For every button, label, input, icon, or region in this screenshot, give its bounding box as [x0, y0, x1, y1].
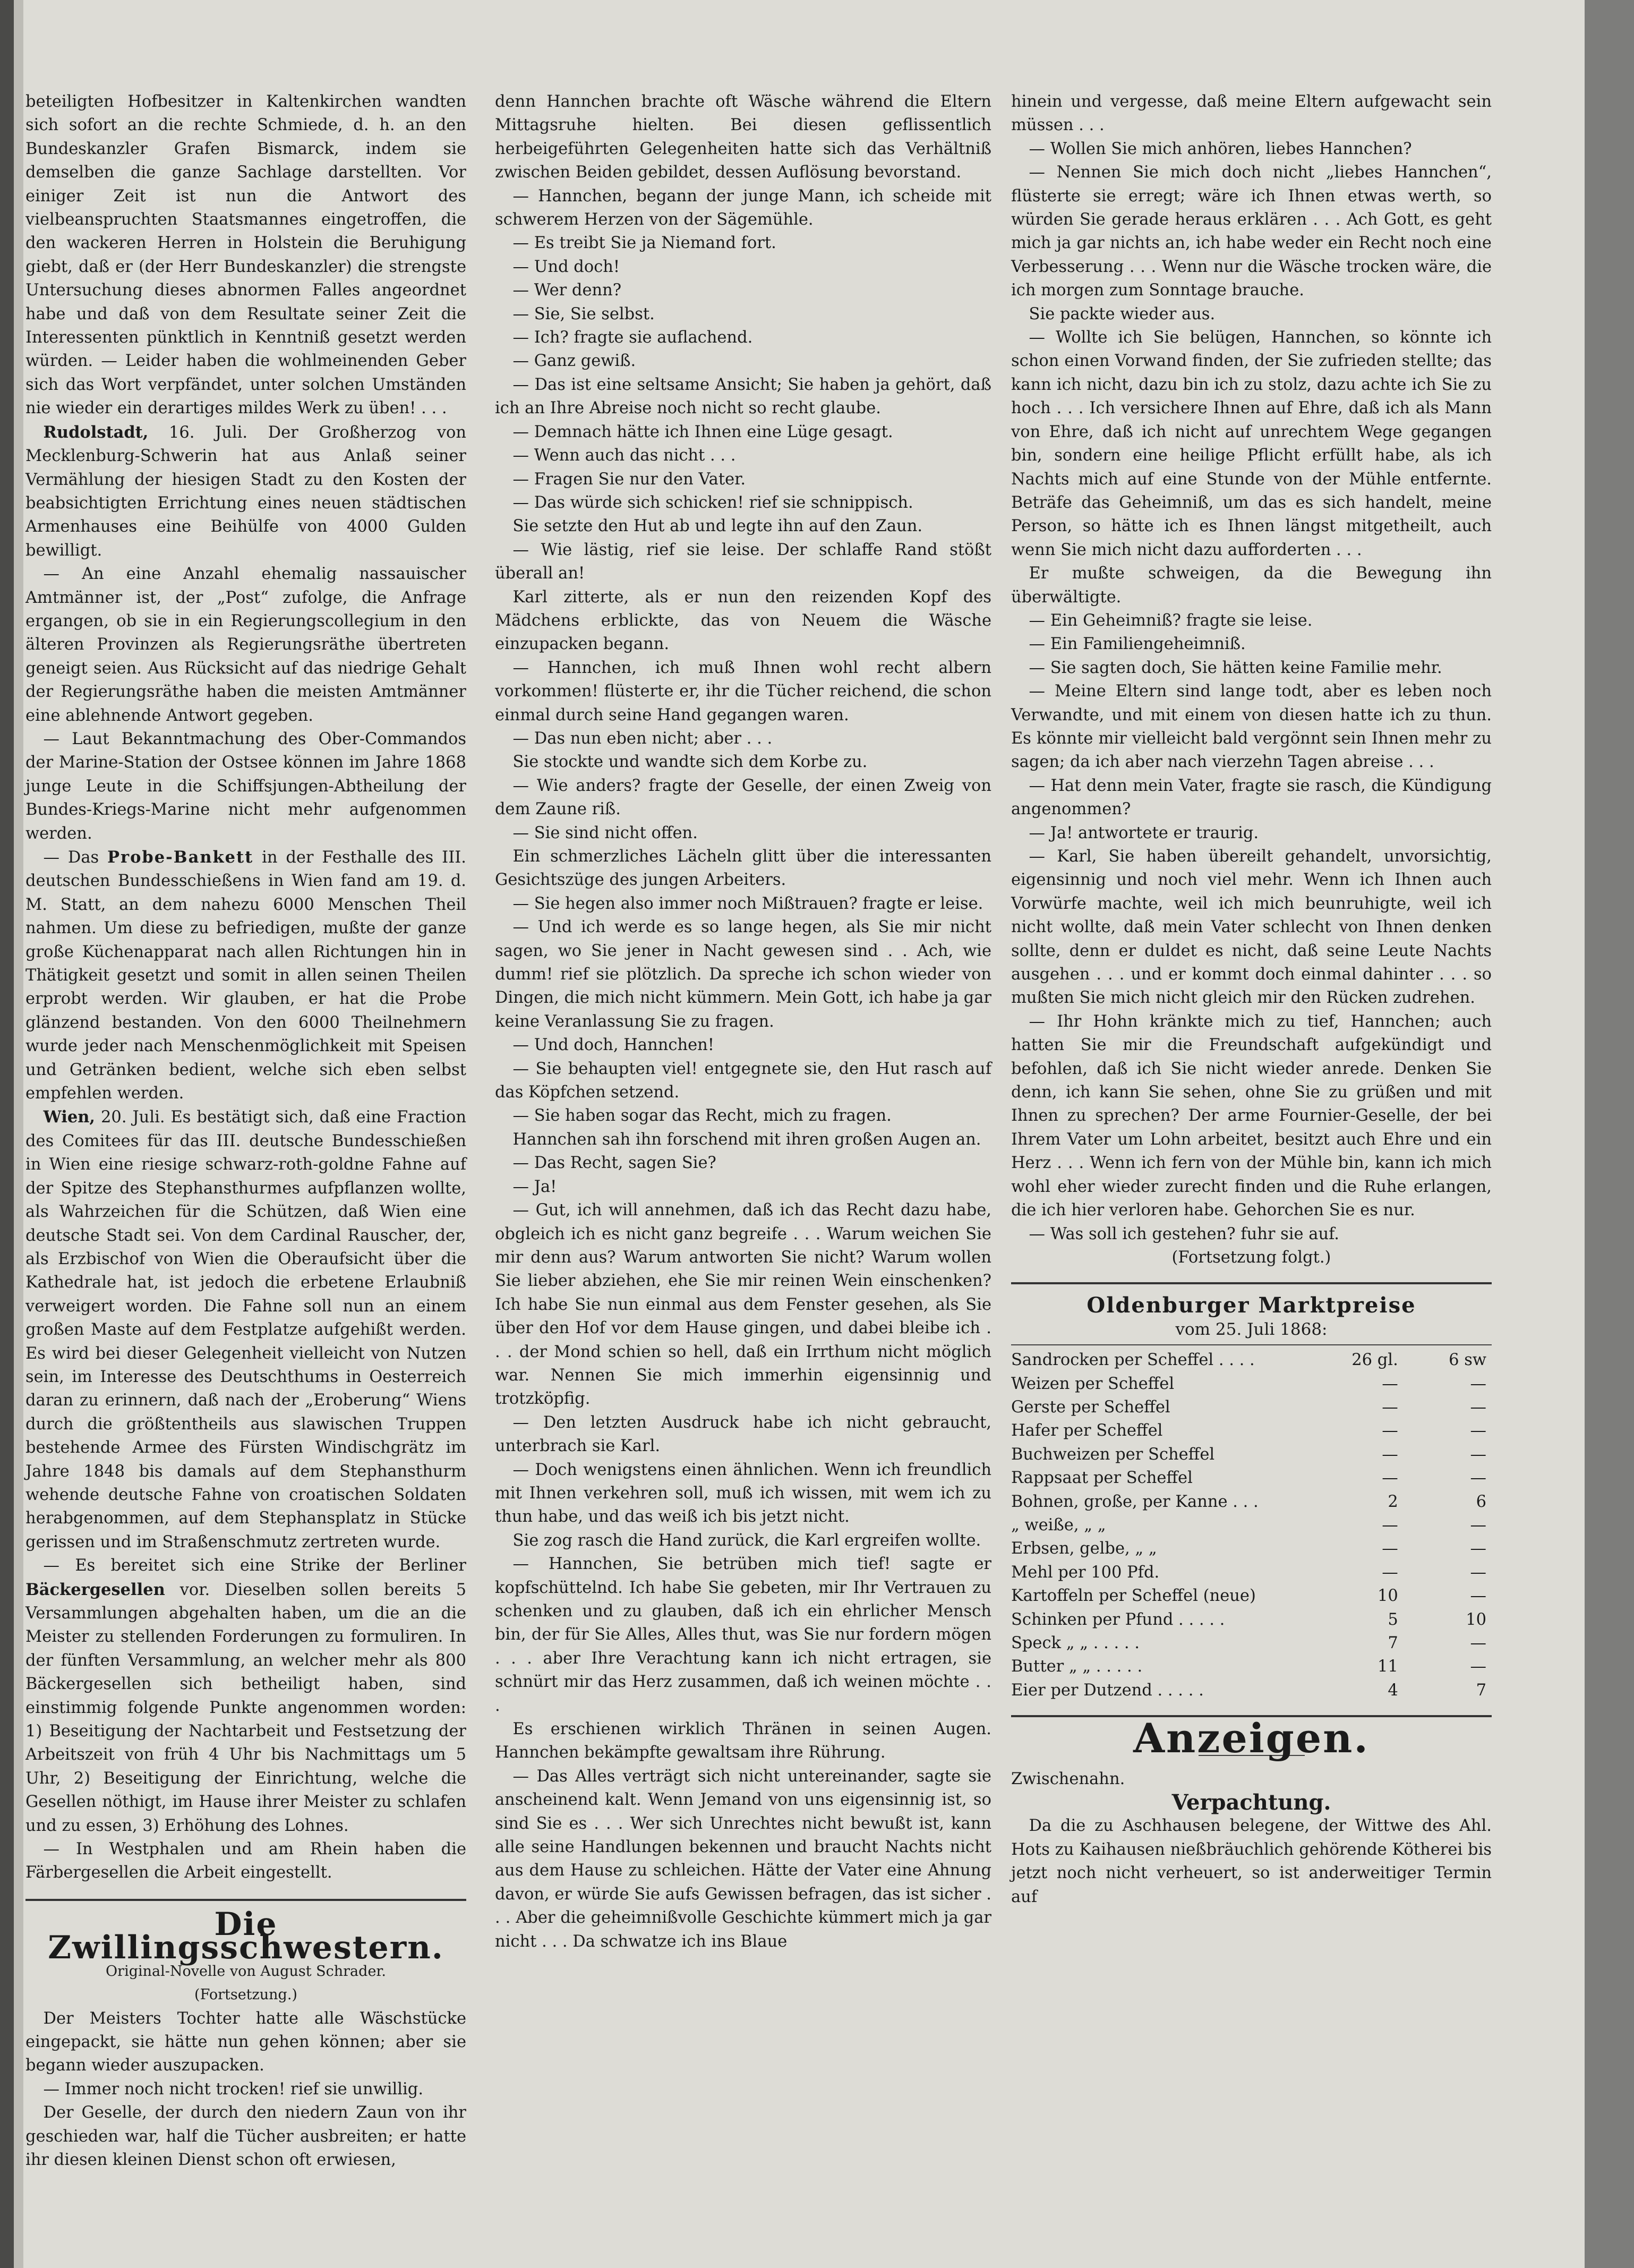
market-row: [1011, 1608, 1492, 1632]
story-paragraph: — Fragen Sie nur den Vater.: [512, 470, 746, 489]
story-paragraph: — Sie sind nicht offen.: [512, 823, 698, 842]
story-paragraph: Ein schmerzliches Lächeln glitt über die interessanten Gesichtszüge des jungen Arbeiters.: [495, 847, 991, 890]
market-item: Speck „ „ . . . . .: [1011, 1634, 1140, 1652]
market-price-minor: 6 sw: [1449, 1351, 1486, 1370]
column-3: [1011, 90, 1492, 1909]
market-item: „ weiße, „ „: [1011, 1515, 1106, 1534]
market-item: Erbsen, gelbe, „ „: [1011, 1539, 1157, 1558]
continuation-note: (Fortsetzung folgt.): [1171, 1248, 1331, 1267]
headword-baeckergesellen: Bäckergesellen: [25, 1580, 165, 1599]
market-item: Weizen per Scheffel: [1011, 1374, 1175, 1393]
ad-text: Da die zu Aschhausen belegene, der Wittwe des Ahl. Hots zu Kaihausen nießbräuchlich gehörende Kötherei bis jetzt noch nicht verheuert, so ist anderweitiger Termin auf: [1011, 1817, 1492, 1906]
story-paragraph: — Hat denn mein Vater, fragte sie rasch, die Kündigung angenommen?: [1011, 776, 1492, 819]
market-row: [1011, 1655, 1492, 1678]
story-paragraph: — Das ist eine seltsame Ansicht; Sie haben ja gehört, daß ich an Ihre Abreise noch nicht so recht glaube.: [495, 375, 991, 418]
market-item: Mehl per 100 Pfd.: [1011, 1563, 1160, 1582]
story-paragraph: — Ein Familiengeheimniß.: [1029, 635, 1246, 654]
market-row: [1011, 1419, 1492, 1443]
newspaper-page: [23, 0, 1585, 2268]
market-price-major: —: [1382, 1515, 1398, 1534]
market-item: Buchweizen per Scheffel: [1011, 1445, 1215, 1464]
market-price-minor: —: [1470, 1657, 1486, 1676]
story-paragraph: Sie zog rasch die Hand zurück, die Karl ergreifen wollte.: [512, 1531, 981, 1550]
story-paragraph: — Nennen Sie mich doch nicht „liebes Hannchen“, flüsterte sie erregt; wäre ich Ihnen etwas werth, so würden Sie gerade heraus erklären . . . Ach Gott, es geht mich ja gar nichts an, ich habe weder ein Recht noch eine Verbesserung . . . Wenn nur die Wäsche trocken wäre, die ich morgen zum Sonntage brauche.: [1011, 163, 1492, 300]
market-price-major: —: [1382, 1469, 1398, 1488]
story-title: Die Zwillingsschwestern.: [48, 1905, 444, 1967]
ad-heading: Verpachtung.: [1171, 1790, 1331, 1815]
article-baeckergesellen: — Es bereitet sich eine Strike der Berliner Bäckergesellen vor. Dieselben sollen bereits 5 Versammlungen abgehalten haben, um die an die Meister zu stellenden Forderungen zu formuliren. In der fünften Versammlung, an welcher mehr als 800 Bäckergesellen sich betheiligt haben, sind einstimmig folgende Punkte angenommen worden: 1) Beseitigung der Nachtarbeit und Festsetzung der Arbeitszeit von früh 4 Uhr bis Nachmittags um 5 Uhr, 2) Beseitigung der Einrichtung, welche die Gesellen nöthigt, im Hause ihrer Meister zu schlafen und zu essen, 3) Erhöhung des Lohnes.: [25, 1556, 466, 1835]
market-row: [1011, 1466, 1492, 1490]
market-price-minor: 6: [1476, 1492, 1486, 1511]
story-paragraph: — Ihr Hohn kränkte mich zu tief, Hannchen; auch hatten Sie mir die Freundschaft aufgekündigt und befohlen, daß ich Sie nicht wieder anrede. Denken Sie denn, ich kann Sie sehen, ohne Sie zu grüßen und mit Ihnen zu sprechen? Der arme Fournier-Geselle, der bei Ihrem Vater um Lohn arbeitet, besitzt auch Ehre und ein Herz . . . Wenn ich fern von der Mühle bin, kann ich mich wohl eher wieder zurecht finden und die Ruhe erlangen, die ich hier verloren habe. Gehorchen Sie es nur.: [1011, 1012, 1492, 1220]
story-paragraph: — Ich? fragte sie auflachend.: [512, 328, 753, 347]
story-paragraph: Sie setzte den Hut ab und legte ihn auf den Zaun.: [512, 517, 923, 536]
story-paragraph: — Wenn auch das nicht . . .: [512, 446, 736, 465]
market-price-minor: 7: [1476, 1681, 1486, 1700]
story-paragraph: Karl zitterte, als er nun den reizenden Kopf des Mädchens erblickte, das von Neuem die Wäsche einzupacken begann.: [495, 587, 991, 654]
market-price-minor: —: [1470, 1397, 1486, 1417]
story-continuation: (Fortsetzung.): [194, 1986, 297, 2003]
story-paragraph: — Hannchen, begann der junge Mann, ich scheide mit schwerem Herzen von der Sägemühle.: [495, 186, 991, 229]
market-item: Hafer per Scheffel: [1011, 1421, 1163, 1440]
story-paragraph: — Demnach hätte ich Ihnen eine Lüge gesagt.: [512, 422, 893, 441]
market-price-minor: —: [1470, 1469, 1486, 1488]
ad-place: Zwischenahn.: [1011, 1769, 1125, 1788]
market-price-minor: 10: [1466, 1610, 1486, 1629]
market-price-major: 11: [1377, 1657, 1398, 1676]
article-kaltenkirchen: beteiligten Hofbesitzer in Kaltenkirchen wandten sich sofort an die rechte Schmiede, d. h. an den Bundeskanzler Grafen Bismarck, indem sie demselben die ganze Sachlage darstellten. Vor einiger Zeit ist nun die Antwort des vielbeanspruchten Staatsmannes eingetroffen, die den wackeren Herren in Holstein die Beruhigung giebt, daß er (der Herr Bundeskanzler) die strengste Untersuchung dieses abnormen Falles angeordnet habe und daß von dem Resultate seiner Zeit die Interessenten pünktlich in Kenntniß gesetzt werden würden. — Leider haben die wohlmeinenden Geber sich das Wort verpfändet, unter solchen Umständen nie wieder ein derartiges mildes Werk zu üben! . . .: [25, 92, 466, 418]
market-row: [1011, 1372, 1492, 1396]
market-row: [1011, 1514, 1492, 1537]
market-rule: [1011, 1344, 1492, 1345]
market-price-minor: —: [1470, 1515, 1486, 1534]
story-paragraph: — Sie haben sogar das Recht, mich zu fragen.: [512, 1106, 892, 1126]
market-row: [1011, 1396, 1492, 1419]
story-paragraph: — Meine Eltern sind lange todt, aber es leben noch Verwandte, und mit einem von diesen hatte ich zu thun. Es könnte mir vielleicht bald vergönnt sein Ihnen mehr zu sagen; da ich aber nach vierzehn Tagen abreise . . .: [1011, 682, 1492, 772]
story-paragraph: — Sie behaupten viel! entgegnete sie, den Hut rasch auf das Köpfchen setzend.: [495, 1059, 991, 1102]
story-paragraph: — Es treibt Sie ja Niemand fort.: [512, 234, 776, 253]
story-paragraph: — Hannchen, ich muß Ihnen wohl recht albern vorkommen! flüsterte er, ihr die Tücher reichend, die schon einmal durch seine Hand gegangen waren.: [495, 658, 991, 724]
section-rule: [1011, 1282, 1492, 1284]
story-paragraph: — Hannchen, Sie betrüben mich tief! sagte er kopfschüttelnd. Ich habe Sie gebeten, mir Ihr Vertrauen zu schenken und zu glauben, daß ich ein ehrlicher Mensch bin, der für Sie Alles, Alles thut, was Sie nur fordern mögen . . . aber Ihre Verachtung kann ich nicht ertragen, sie schnürt mir das Herz zusammen, daß ich weinen möchte . . .: [495, 1555, 991, 1715]
market-title: Oldenburger Marktpreise: [1087, 1293, 1416, 1318]
market-row: [1011, 1349, 1492, 1372]
market-price-minor: —: [1470, 1445, 1486, 1464]
market-item: Sandrocken per Scheffel . . . .: [1011, 1351, 1255, 1370]
story-paragraph: — Wollte ich Sie belügen, Hannchen, so könnte ich schon einen Vorwand finden, der Sie zufrieden stellte; das kann ich nicht, dazu bin ich zu stolz, dazu achte ich Sie zu hoch . . . Ich versichere Ihnen auf Ehre, daß ich als Mann von Ehre, daß ich nicht auf unrechtem Wege gegangen bin, sondern eine heilige Pflicht erfüllt habe, als ich Nachts mich auf eine Stunde von der Mühle entfernte. Beträfe das Geheimniß, um das es sich handelt, meine Person, so hätte ich es Ihnen längst mitgetheilt, auch wenn Sie mich nicht dazu aufforderten . . .: [1011, 328, 1492, 559]
market-price-major: 2: [1388, 1492, 1398, 1511]
market-item: Rappsaat per Scheffel: [1011, 1469, 1193, 1488]
story-paragraph: — Was soll ich gestehen? fuhr sie auf.: [1029, 1224, 1340, 1243]
story-paragraph: — Ein Geheimniß? fragte sie leise.: [1029, 611, 1313, 630]
article-marine: — Laut Bekanntmachung des Ober-Commandos der Marine-Station der Ostsee können im Jahre 1868 junge Leute in die Schiffsjungen-Abtheilung der Bundes-Kriegs-Marine nicht mehr aufgenommen werden.: [25, 729, 466, 843]
story-paragraph: — Und ich werde es so lange hegen, als Sie mir nicht sagen, wo Sie jener in Nacht gewesen sind . . Ach, wie dumm! rief sie plötzlich. Da spreche ich schon wieder von Dingen, die mich nicht kümmern. Mein Gott, ich habe ja gar keine Veranlassung Sie zu fragen.: [495, 918, 991, 1031]
market-item: Eier per Dutzend . . . . .: [1011, 1681, 1204, 1700]
market-price-minor: —: [1470, 1634, 1486, 1652]
market-price-major: —: [1382, 1421, 1398, 1440]
previous-page-edge: [14, 0, 24, 2268]
market-price-minor: —: [1470, 1374, 1486, 1393]
story-paragraph: — Und doch!: [512, 257, 620, 276]
story-paragraph: Hannchen sah ihn forschend mit ihren großen Augen an.: [512, 1130, 981, 1149]
story-paragraph: — Wer denn?: [512, 281, 622, 300]
market-price-minor: —: [1470, 1539, 1486, 1558]
market-item: Schinken per Pfund . . . . .: [1011, 1610, 1225, 1629]
section-rule: [25, 1899, 466, 1901]
story-paragraph: Er mußte schweigen, da die Bewegung ihn überwältigte.: [1011, 564, 1492, 607]
story-paragraph: — Doch wenigstens einen ähnlichen. Wenn ich freundlich mit Ihnen verkehren soll, muß ich wissen, mit wem ich zu thun habe, und das weiß ich bis jetzt nicht.: [495, 1460, 991, 1527]
dateline-wien: Wien,: [43, 1107, 96, 1127]
story-paragraph: — Wollen Sie mich anhören, liebes Hannchen?: [1029, 139, 1412, 158]
story-paragraph: — Sie hegen also immer noch Mißtrauen? fragte er leise.: [512, 894, 983, 913]
market-price-major: 5: [1388, 1610, 1398, 1629]
market-price-minor: —: [1470, 1563, 1486, 1582]
story-paragraph: — Immer noch nicht trocken! rief sie unwillig.: [43, 2079, 424, 2099]
column-1: [23, 90, 466, 2172]
story-paragraph: — Ja! antwortete er traurig.: [1029, 823, 1259, 842]
article-rudolstadt: Rudolstadt, 16. Juli. Der Großherzog von Mecklenburg-Schwerin hat aus Anlaß seiner Vermählung der hiesigen Stadt zu den Kosten der beabsichtigten Errichtung eines neuen städtischen Armenhauses eine Beihülfe von 4000 Gulden bewilligt.: [25, 422, 466, 560]
story-paragraph: hinein und vergesse, daß meine Eltern aufgewacht sein müssen . . .: [1011, 92, 1492, 135]
market-price-major: 26 gl.: [1351, 1351, 1398, 1370]
market-item: Bohnen, große, per Kanne . . .: [1011, 1492, 1259, 1511]
market-price-table: [1011, 1349, 1492, 1702]
story-paragraph: Sie packte wieder aus.: [1029, 304, 1216, 323]
market-row: [1011, 1561, 1492, 1584]
ads-title: Anzeigen.: [1133, 1715, 1370, 1762]
market-price-major: —: [1382, 1445, 1398, 1464]
market-item: Gerste per Scheffel: [1011, 1397, 1170, 1417]
headword-probe-bankett: Probe-Bankett: [107, 848, 254, 867]
story-paragraph: — Das Alles verträgt sich nicht untereinander, sagte sie anscheinend kalt. Wenn Jemand von uns eigensinnig ist, so sind Sie es . . . Wer sich Unrechtes nicht bewußt ist, kann alle seine Handlungen bekennen und braucht Nachts nicht aus dem Hause zu schleichen. Hätte der Vater eine Ahnung davon, er würde Sie aufs Gewissen befragen, das ist sicher . . . Aber die geheimnißvolle Geschichte kümmert mich ja gar nicht . . . Da schwatze ich ins Blaue: [495, 1767, 991, 1951]
story-paragraph: Es erschienen wirklich Thränen in seinen Augen. Hannchen bekämpfte gewaltsam ihre Rührung.: [495, 1720, 991, 1762]
market-price-major: —: [1382, 1563, 1398, 1582]
market-row: [1011, 1632, 1492, 1655]
page-shadow: [1585, 0, 1634, 2268]
market-price-minor: —: [1470, 1421, 1486, 1440]
market-row: [1011, 1584, 1492, 1608]
article-probe-bankett: — Das Probe-Bankett in der Festhalle des III. deutschen Bundesschießens in Wien fand am 19. d. M. Statt, an dem nahezu 6000 Menschen Theil nahmen. Um diese zu befriedigen, mußte der ganze große Küchenapparat nach allen Richtungen hin in Thätigkeit gesetzt und somit in allen seinen Theilen erprobt werden. Wir glauben, er hat die Probe glänzend bestanden. Von den 6000 Theilnehmern wurde jeder nach Menschenmöglichkeit mit Speisen und Getränken bedient, welche sich eben selbst empfehlen werden.: [25, 848, 466, 1103]
story-paragraph: — Das würde sich schicken! rief sie schnippisch.: [512, 493, 913, 512]
market-row: [1011, 1490, 1492, 1514]
story-paragraph: — Wie lästig, rief sie leise. Der schlaffe Rand stößt überall an!: [495, 540, 991, 583]
article-amtmaenner: — An eine Anzahl ehemalig nassauischer Amtmänner ist, der „Post“ zufolge, die Anfrage ergangen, ob sie in ein Regierungscollegium in den älteren Provinzen als Regierungsräthe übertreten geneigt seien. Aus Rücksicht auf das niedrige Gehalt der Regierungsräthe haben die meisten Amtmänner eine ablehnende Antwort gegeben.: [25, 565, 466, 725]
story-paragraph: Sie stockte und wandte sich dem Korbe zu.: [512, 753, 868, 772]
story-paragraph: — Sie sagten doch, Sie hätten keine Familie mehr.: [1029, 658, 1442, 677]
dateline-rudolstadt: Rudolstadt,: [43, 422, 149, 442]
story-paragraph: — Ja!: [512, 1177, 557, 1196]
market-item: Butter „ „ . . . . .: [1011, 1657, 1143, 1676]
story-paragraph: Der Meisters Tochter hatte alle Wäschstücke eingepackt, sie hätte nun gehen können; aber sie begann wieder auszupacken.: [25, 2009, 466, 2075]
binding-gutter: [0, 0, 14, 2268]
market-row: [1011, 1679, 1492, 1702]
article-westphalen: — In Westphalen und am Rhein haben die Färbergesellen die Arbeit eingestellt.: [25, 1840, 466, 1882]
story-paragraph: — Das nun eben nicht; aber . . .: [512, 729, 773, 748]
market-row: [1011, 1537, 1492, 1561]
story-paragraph: — Wie anders? fragte der Geselle, der einen Zweig von dem Zaune riß.: [495, 776, 991, 819]
market-price-major: —: [1382, 1374, 1398, 1393]
column-2: [495, 90, 991, 1954]
story-paragraph: — Den letzten Ausdruck habe ich nicht gebraucht, unterbrach sie Karl.: [495, 1413, 991, 1456]
story-paragraph: denn Hannchen brachte oft Wäsche während die Eltern Mittagsruhe hielten. Bei diesen geflissentlich herbeigeführten Gelegenheiten hatte sich das Verhältniß zwischen Beiden gebildet, dessen Auflösung bevorstand.: [495, 92, 991, 182]
market-price-major: —: [1382, 1397, 1398, 1417]
market-price-major: 7: [1388, 1634, 1398, 1652]
market-price-major: 10: [1377, 1587, 1398, 1606]
market-item: Kartoffeln per Scheffel (neue): [1011, 1587, 1256, 1606]
article-wien: Wien, 20. Juli. Es bestätigt sich, daß eine Fraction des Comitees für das III. deutsche Bundesschießen in Wien eine riesige schwarz-roth-goldne Fahne auf der Spitze des Stephansthurmes aufpflanzen wollte, als Wahrzeichen für die Schützen, daß Wien eine deutsche Stadt sei. Von dem Cardinal Rauscher, der, als Erzbischof von Wien die Oberaufsicht über die Kathedrale hat, ist jedoch die erbetene Erlaubniß verweigert worden. Die Fahne soll nun an einem großen Maste auf dem Festplatze aufgehißt werden. Es wird bei dieser Gelegenheit vielleicht von Nutzen sein, im Interesse des Deutschthums in Oesterreich daran zu erinnern, daß nach der „Eroberung“ Wiens durch die größtentheils aus slawischen Truppen bestehende Armee des Fürsten Windischgrätz im Jahre 1848 bis damals auf dem Stephansthurm wehende deutsche Fahne von croatischen Soldaten herabgenommen, auf dem Stephansplatz in Stücke gerissen und im Straßenschmutz zertreten wurde.: [25, 1107, 466, 1551]
story-paragraph: — Ganz gewiß.: [512, 352, 636, 371]
story-paragraph: — Das Recht, sagen Sie?: [512, 1154, 716, 1173]
story-paragraph: — Karl, Sie haben übereilt gehandelt, unvorsichtig, eigensinnig und noch viel mehr. Wenn ich Ihnen auch Vorwürfe machte, weil ich mich beunruhigte, weil ich nicht wollte, daß mein Vater schlecht von Ihnen denken sollte, denn er duldet es nicht, daß seine Leute Nachts ausgehen . . . und er kommt doch einmal dahinter . . . so mußten Sie mich nicht gleich mir den Rücken zudrehen.: [1011, 847, 1492, 1008]
story-paragraph: — Sie, Sie selbst.: [512, 304, 655, 323]
market-date: vom 25. Juli 1868:: [1175, 1319, 1328, 1339]
story-paragraph: — Gut, ich will annehmen, daß ich das Recht dazu habe, obgleich ich es nicht ganz begreife . . . Warum weichen Sie mir denn aus? Warum antworten Sie nicht? Warum wollen Sie lieber abziehen, ehe Sie mir reinen Wein einschenken? Ich habe Sie nun einmal aus dem Fenster gesehen, als Sie über den Hof vor dem Hause gingen, und dabei bleibe ich . . . der Mond schien so hell, daß ein Irrthum nicht möglich war. Nennen Sie mich immerhin eigensinnig und trotzköpfig.: [495, 1201, 991, 1409]
market-price-minor: —: [1470, 1587, 1486, 1606]
story-byline: Original-Novelle von August Schrader.: [106, 1963, 386, 1980]
story-paragraph: Der Geselle, der durch den niedern Zaun von ihr geschieden war, half die Tücher ausbreiten; er hatte ihr diesen kleinen Dienst schon oft erwiesen,: [25, 2103, 466, 2169]
market-row: [1011, 1443, 1492, 1466]
market-price-major: —: [1382, 1539, 1398, 1558]
story-paragraph: — Und doch, Hannchen!: [512, 1036, 715, 1055]
market-price-major: 4: [1388, 1681, 1398, 1700]
